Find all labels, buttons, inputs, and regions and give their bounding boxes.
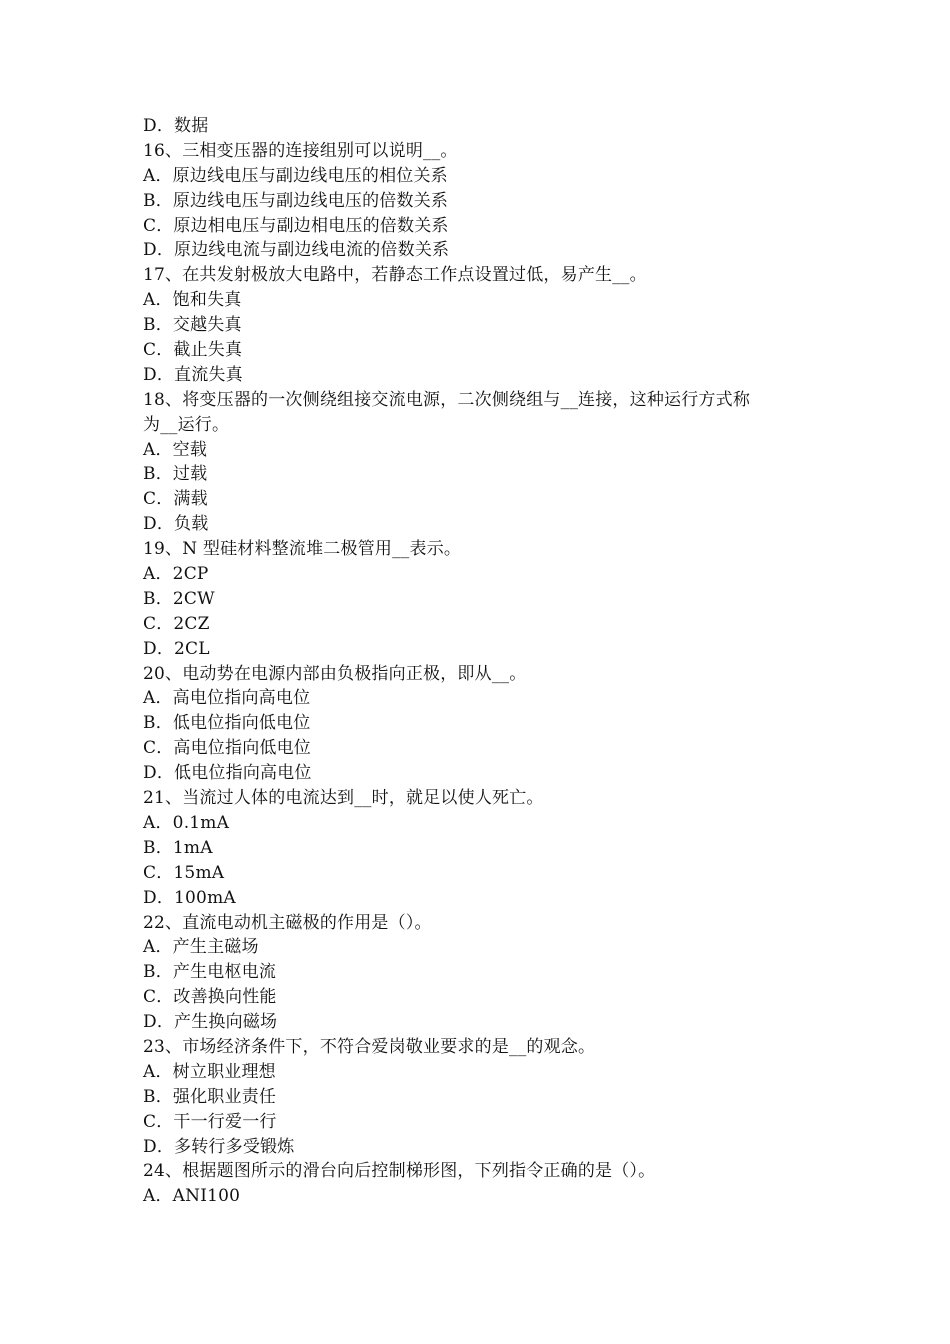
option-16-c: C．原边相电压与副边相电压的倍数关系 — [143, 215, 449, 236]
option-19-b: B．2CW — [143, 588, 215, 609]
option-16-a: A．原边线电压与副边线电压的相位关系 — [143, 165, 448, 186]
option-18-c: C．满载 — [143, 489, 208, 510]
question-24: 24、根据题图所示的滑台向后控制梯形图，下列指令正确的是（）。 — [143, 1161, 656, 1182]
question-20: 20、电动势在电源内部由负极指向正极，即从__。 — [143, 663, 527, 684]
option-23-d: D．多转行多受锻炼 — [143, 1136, 295, 1157]
option-23-c: C．干一行爱一行 — [143, 1111, 277, 1132]
question-16: 16、三相变压器的连接组别可以说明__。 — [143, 140, 458, 161]
option-22-b: B．产生电枢电流 — [143, 962, 277, 983]
option-20-d: D．低电位指向高电位 — [143, 763, 312, 784]
question-18-continued: 为__运行。 — [143, 414, 230, 435]
option-24-a: A．ANI100 — [143, 1186, 241, 1207]
option-18-b: B．过载 — [143, 464, 208, 485]
question-21: 21、当流过人体的电流达到__时，就足以使人死亡。 — [143, 788, 544, 809]
question-19: 19、N 型硅材料整流堆二极管用__表示。 — [143, 539, 462, 560]
option-17-a: A．饱和失真 — [143, 290, 242, 311]
option-21-b: B．1mA — [143, 837, 213, 858]
option-19-c: C．2CZ — [143, 613, 210, 634]
question-22: 22、直流电动机主磁极的作用是（）。 — [143, 912, 432, 933]
option-16-b: B．原边线电压与副边线电压的倍数关系 — [143, 190, 449, 211]
option-21-d: D．100mA — [143, 887, 236, 908]
option-20-b: B．低电位指向低电位 — [143, 713, 311, 734]
option-22-c: C．改善换向性能 — [143, 987, 277, 1008]
option-21-c: C．15mA — [143, 862, 225, 883]
question-17: 17、在共发射极放大电路中，若静态工作点设置过低，易产生__。 — [143, 265, 647, 286]
option-17-d: D．直流失真 — [143, 364, 243, 385]
option-20-c: C．高电位指向低电位 — [143, 738, 312, 759]
option-18-d: D．负载 — [143, 514, 209, 535]
option-22-a: A．产生主磁场 — [143, 937, 259, 958]
option-16-d: D．原边线电流与副边线电流的倍数关系 — [143, 240, 450, 261]
option-23-a: A．树立职业理想 — [143, 1061, 276, 1082]
option-23-b: B．强化职业责任 — [143, 1086, 277, 1107]
option-22-d: D．产生换向磁场 — [143, 1012, 278, 1033]
option-17-c: C．截止失真 — [143, 340, 243, 361]
question-23: 23、市场经济条件下，不符合爱岗敬业要求的是__的观念。 — [143, 1036, 596, 1057]
option-19-d: D．2CL — [143, 638, 210, 659]
option-19-a: A．2CP — [143, 564, 209, 585]
option-15-d: D．数据 — [143, 116, 209, 136]
option-20-a: A．高电位指向高电位 — [143, 688, 311, 709]
option-17-b: B．交越失真 — [143, 315, 242, 336]
option-21-a: A．0.1mA — [143, 812, 230, 833]
question-text — [143, 114, 813, 1209]
question-18: 18、将变压器的一次侧绕组接交流电源，二次侧绕组与__连接，这种运行方式称 — [143, 389, 751, 410]
option-18-a: A．空载 — [143, 439, 208, 460]
